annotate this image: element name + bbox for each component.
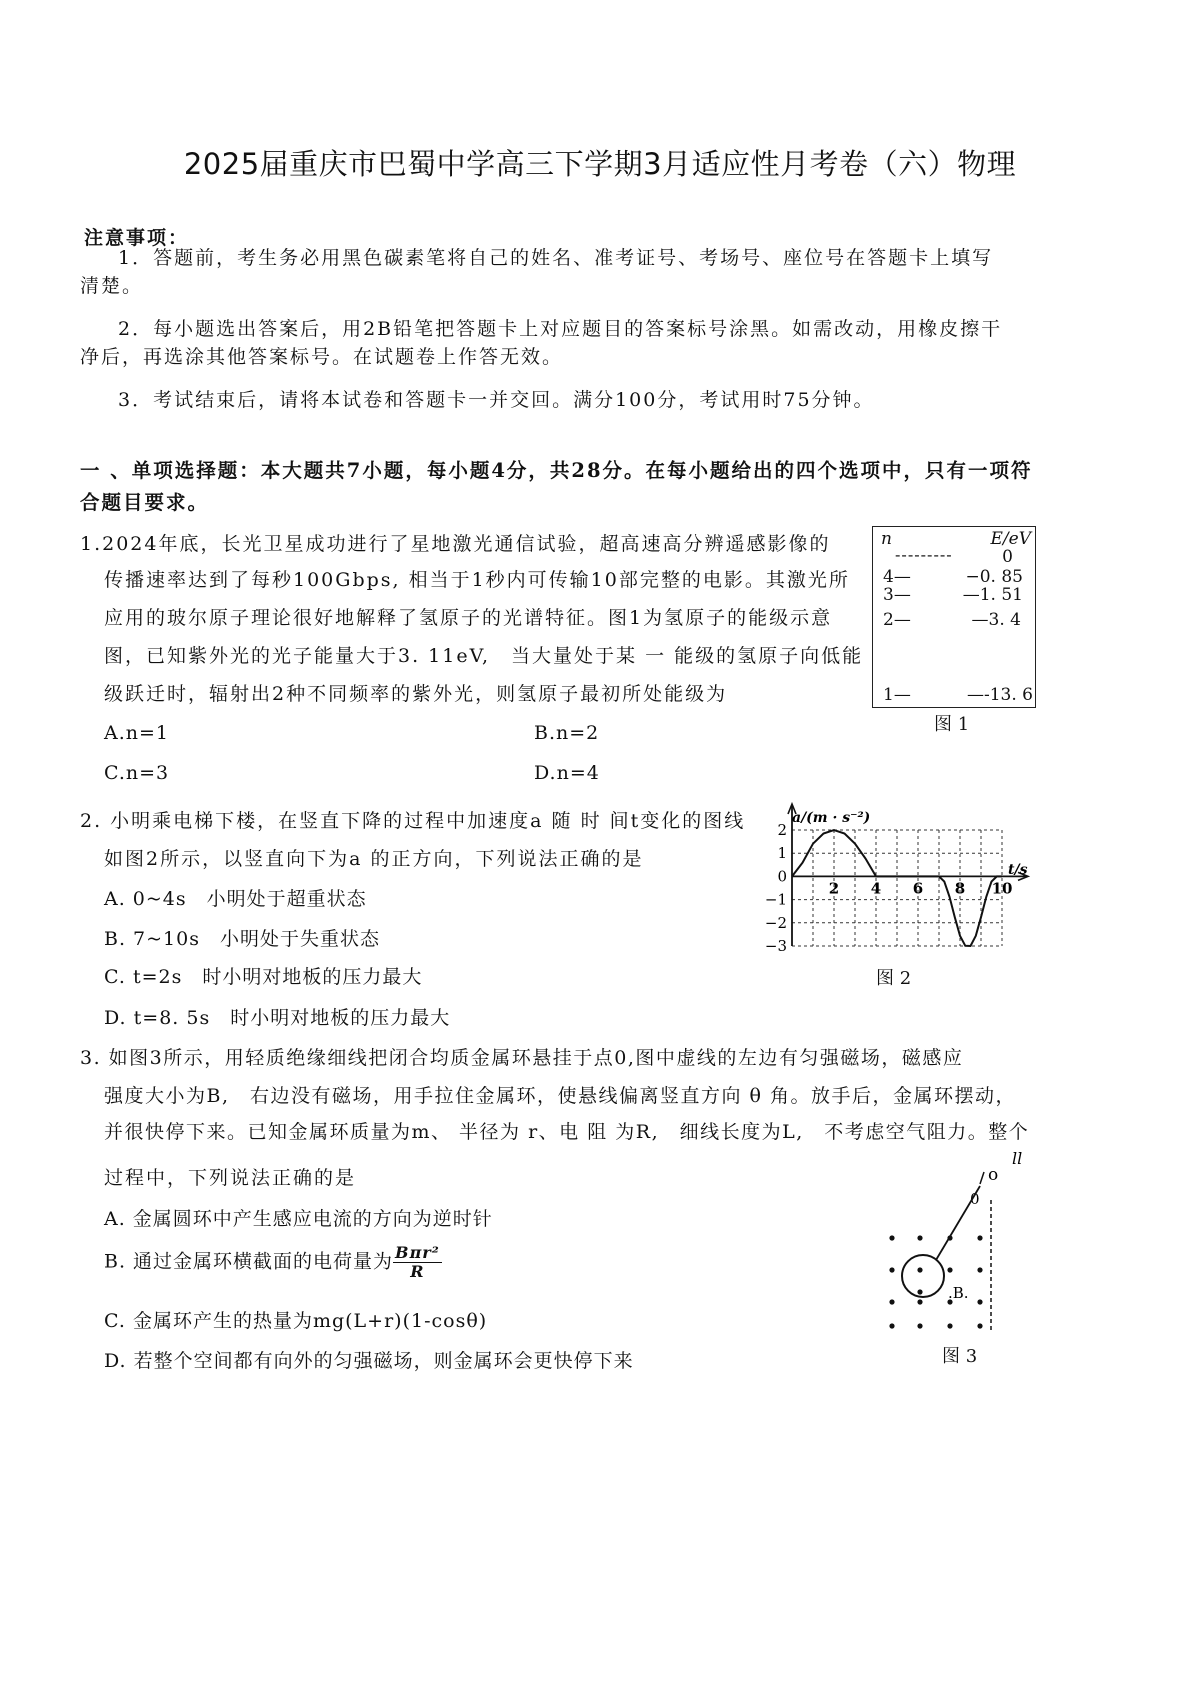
chart-y-axis-label: a/(m · s⁻²) bbox=[792, 810, 871, 826]
q1-line-1: 1.2024年底，长光卫星成功进行了星地激光通信试验，超高速高分辨遥感影像的 bbox=[80, 533, 831, 555]
figure3-label-ll: ll bbox=[1012, 1150, 1023, 1168]
x-tick-label: 2 bbox=[828, 879, 840, 898]
notice-item-1-cont: 清楚。 bbox=[80, 275, 144, 297]
notice-item-2-cont: 净后，再选涂其他答案标号。在试题卷上作答无效。 bbox=[80, 346, 564, 368]
q1-line-4: 图，已知紫外光的光子能量大于3. 11eV, 当大量处于某 一 能级的氢原子向低能 bbox=[104, 645, 864, 667]
fraction-numerator: Bπr² bbox=[395, 1243, 440, 1262]
field-dot bbox=[889, 1267, 894, 1272]
q2-option-b: B. 7~10s 小明处于失重状态 bbox=[104, 928, 380, 950]
y-tick-label: −1 bbox=[764, 890, 787, 909]
q1-line-2: 传播速率达到了每秒100Gbps, 相当于1秒内可传输10部完整的电影。其激光所 bbox=[104, 569, 850, 591]
acceleration-chart bbox=[760, 796, 1040, 956]
field-dot bbox=[947, 1323, 952, 1328]
figure1-n-label: n bbox=[881, 529, 892, 549]
notice-item-3: 3．考试结束后，请将本试卷和答题卡一并交回。满分100分，考试用时75分钟。 bbox=[118, 389, 875, 411]
level-3-energy: —1. 51 bbox=[962, 585, 1023, 605]
field-dot bbox=[947, 1267, 952, 1272]
field-dot bbox=[889, 1235, 894, 1240]
q1-option-d: D.n=4 bbox=[534, 762, 600, 784]
notice-item-2: 2．每小题选出答案后，用2B铅笔把答题卡上对应题目的答案标号涂黑。如需改动，用橡皮擦干 bbox=[118, 318, 1003, 340]
magnetic-field-figure bbox=[876, 1150, 1036, 1340]
y-tick-label: −2 bbox=[764, 913, 787, 932]
chart-x-axis-label: t/s bbox=[1008, 862, 1028, 878]
field-dot bbox=[977, 1267, 982, 1272]
q3-line-4: 过程中，下列说法正确的是 bbox=[104, 1167, 357, 1189]
q2-line-2: 如图2所示，以竖直向下为a 的正方向，下列说法正确的是 bbox=[104, 848, 644, 870]
chart-grid bbox=[792, 830, 1002, 946]
q3-option-a: A. 金属圆环中产生感应电流的方向为逆时针 bbox=[104, 1208, 493, 1230]
level-1-energy: —-13. 6 bbox=[967, 685, 1033, 705]
q3-line-3: 并很快停下来。已知金属环质量为m、 半径为 r、电 阻 为R, 细线长度为L, 不考虑空气阻力。整个 bbox=[104, 1121, 1030, 1143]
figure3-caption: 图 3 bbox=[942, 1346, 978, 1367]
field-dot bbox=[917, 1299, 922, 1304]
section-heading-cont: 合题目要求。 bbox=[80, 491, 210, 514]
q3-line-1: 3. 如图3所示，用轻质绝缘细线把闭合均质金属环悬挂于点0,图中虚线的左边有匀强磁场，磁感应 bbox=[80, 1047, 964, 1069]
level-1-label: 1— bbox=[883, 685, 911, 705]
q3-option-b-text: B. 通过金属环横截面的电荷量为 bbox=[104, 1250, 394, 1273]
y-tick-label: 0 bbox=[777, 867, 787, 886]
level-3-label: 3— bbox=[883, 585, 911, 605]
x-tick-label: 8 bbox=[954, 879, 966, 898]
x-tick-label: 4 bbox=[870, 879, 882, 898]
q1-line-3: 应用的玻尔原子理论很好地解释了氢原子的光谱特征。图1为氢原子的能级示意 bbox=[104, 607, 833, 629]
q3-option-d: D. 若整个空间都有向外的匀强磁场，则金属环会更快停下来 bbox=[104, 1350, 634, 1372]
q1-option-a: A.n=1 bbox=[104, 722, 170, 744]
field-dot bbox=[917, 1289, 922, 1294]
notice-heading: 注意事项： bbox=[84, 227, 190, 249]
level-4-energy: −0. 85 bbox=[965, 567, 1023, 587]
x-tick-label: 10 bbox=[991, 879, 1013, 898]
y-tick-label: 1 bbox=[777, 844, 787, 863]
angle-label: 0 bbox=[970, 1190, 980, 1208]
section-heading: 一 、单项选择题：本大题共7小题，每小题4分，共28分。在每小题给出的四个选项中，只有一项符 bbox=[80, 459, 1033, 482]
y-tick-label: −3 bbox=[764, 937, 787, 955]
field-label-b: .B. bbox=[948, 1284, 969, 1302]
q2-option-d: D. t=8. 5s 时小明对地板的压力最大 bbox=[104, 1007, 451, 1029]
page-title: 2025届重庆市巴蜀中学高三下学期3月适应性月考卷（六）物理 bbox=[183, 147, 1017, 181]
q1-line-5: 级跃迁时，辐射出2种不同频率的紫外光，则氢原子最初所处能级为 bbox=[104, 683, 728, 705]
figure2-caption: 图 2 bbox=[876, 968, 912, 989]
notice-item-1: 1．答题前，考生务必用黑色碳素笔将自己的姓名、准考证号、考场号、座位号在答题卡上填写 bbox=[118, 247, 994, 269]
metal-ring bbox=[902, 1255, 944, 1297]
figure1-caption: 图 1 bbox=[934, 714, 970, 735]
field-dot bbox=[977, 1299, 982, 1304]
figure1-e-label: E/eV bbox=[990, 529, 1031, 549]
field-dot bbox=[917, 1267, 922, 1272]
pivot-mark bbox=[980, 1172, 984, 1184]
suspension-thread bbox=[936, 1186, 980, 1260]
level-2-label: 2— bbox=[883, 610, 911, 630]
energy-level-figure bbox=[872, 526, 1036, 708]
q3-line-2: 强度大小为B, 右边没有磁场，用手拉住金属环，使悬线偏离竖直方向 θ 角。放手后，金属环摆动， bbox=[104, 1085, 1017, 1107]
q3-option-c: C. 金属环产生的热量为mg(L+r)(1-cosθ) bbox=[104, 1310, 488, 1332]
level-inf-energy: 0 bbox=[1002, 547, 1013, 567]
field-dot bbox=[917, 1235, 922, 1240]
q2-line-1: 2. 小明乘电梯下楼，在竖直下降的过程中加速度a 随 时 间t变化的图线 bbox=[80, 810, 746, 832]
q2-option-a: A. 0~4s 小明处于超重状态 bbox=[104, 888, 367, 910]
y-tick-label: 2 bbox=[777, 821, 787, 839]
level-2-energy: —3. 4 bbox=[971, 610, 1021, 630]
q2-option-c: C. t=2s 时小明对地板的压力最大 bbox=[104, 966, 423, 988]
field-dot bbox=[889, 1299, 894, 1304]
field-dot bbox=[889, 1323, 894, 1328]
q3-option-b bbox=[104, 1244, 442, 1281]
level-inf-line: --------- bbox=[895, 545, 953, 564]
x-tick-label: 6 bbox=[912, 879, 924, 898]
field-dot bbox=[947, 1235, 952, 1240]
level-4-label: 4— bbox=[883, 567, 911, 587]
field-dot bbox=[977, 1235, 982, 1240]
field-dot bbox=[917, 1323, 922, 1328]
fraction-denominator: R bbox=[410, 1262, 425, 1281]
charge-fraction bbox=[393, 1244, 442, 1281]
pivot-label-o: o bbox=[988, 1165, 999, 1185]
q1-option-c: C.n=3 bbox=[104, 762, 170, 784]
field-dot bbox=[977, 1323, 982, 1328]
q1-option-b: B.n=2 bbox=[534, 722, 600, 744]
